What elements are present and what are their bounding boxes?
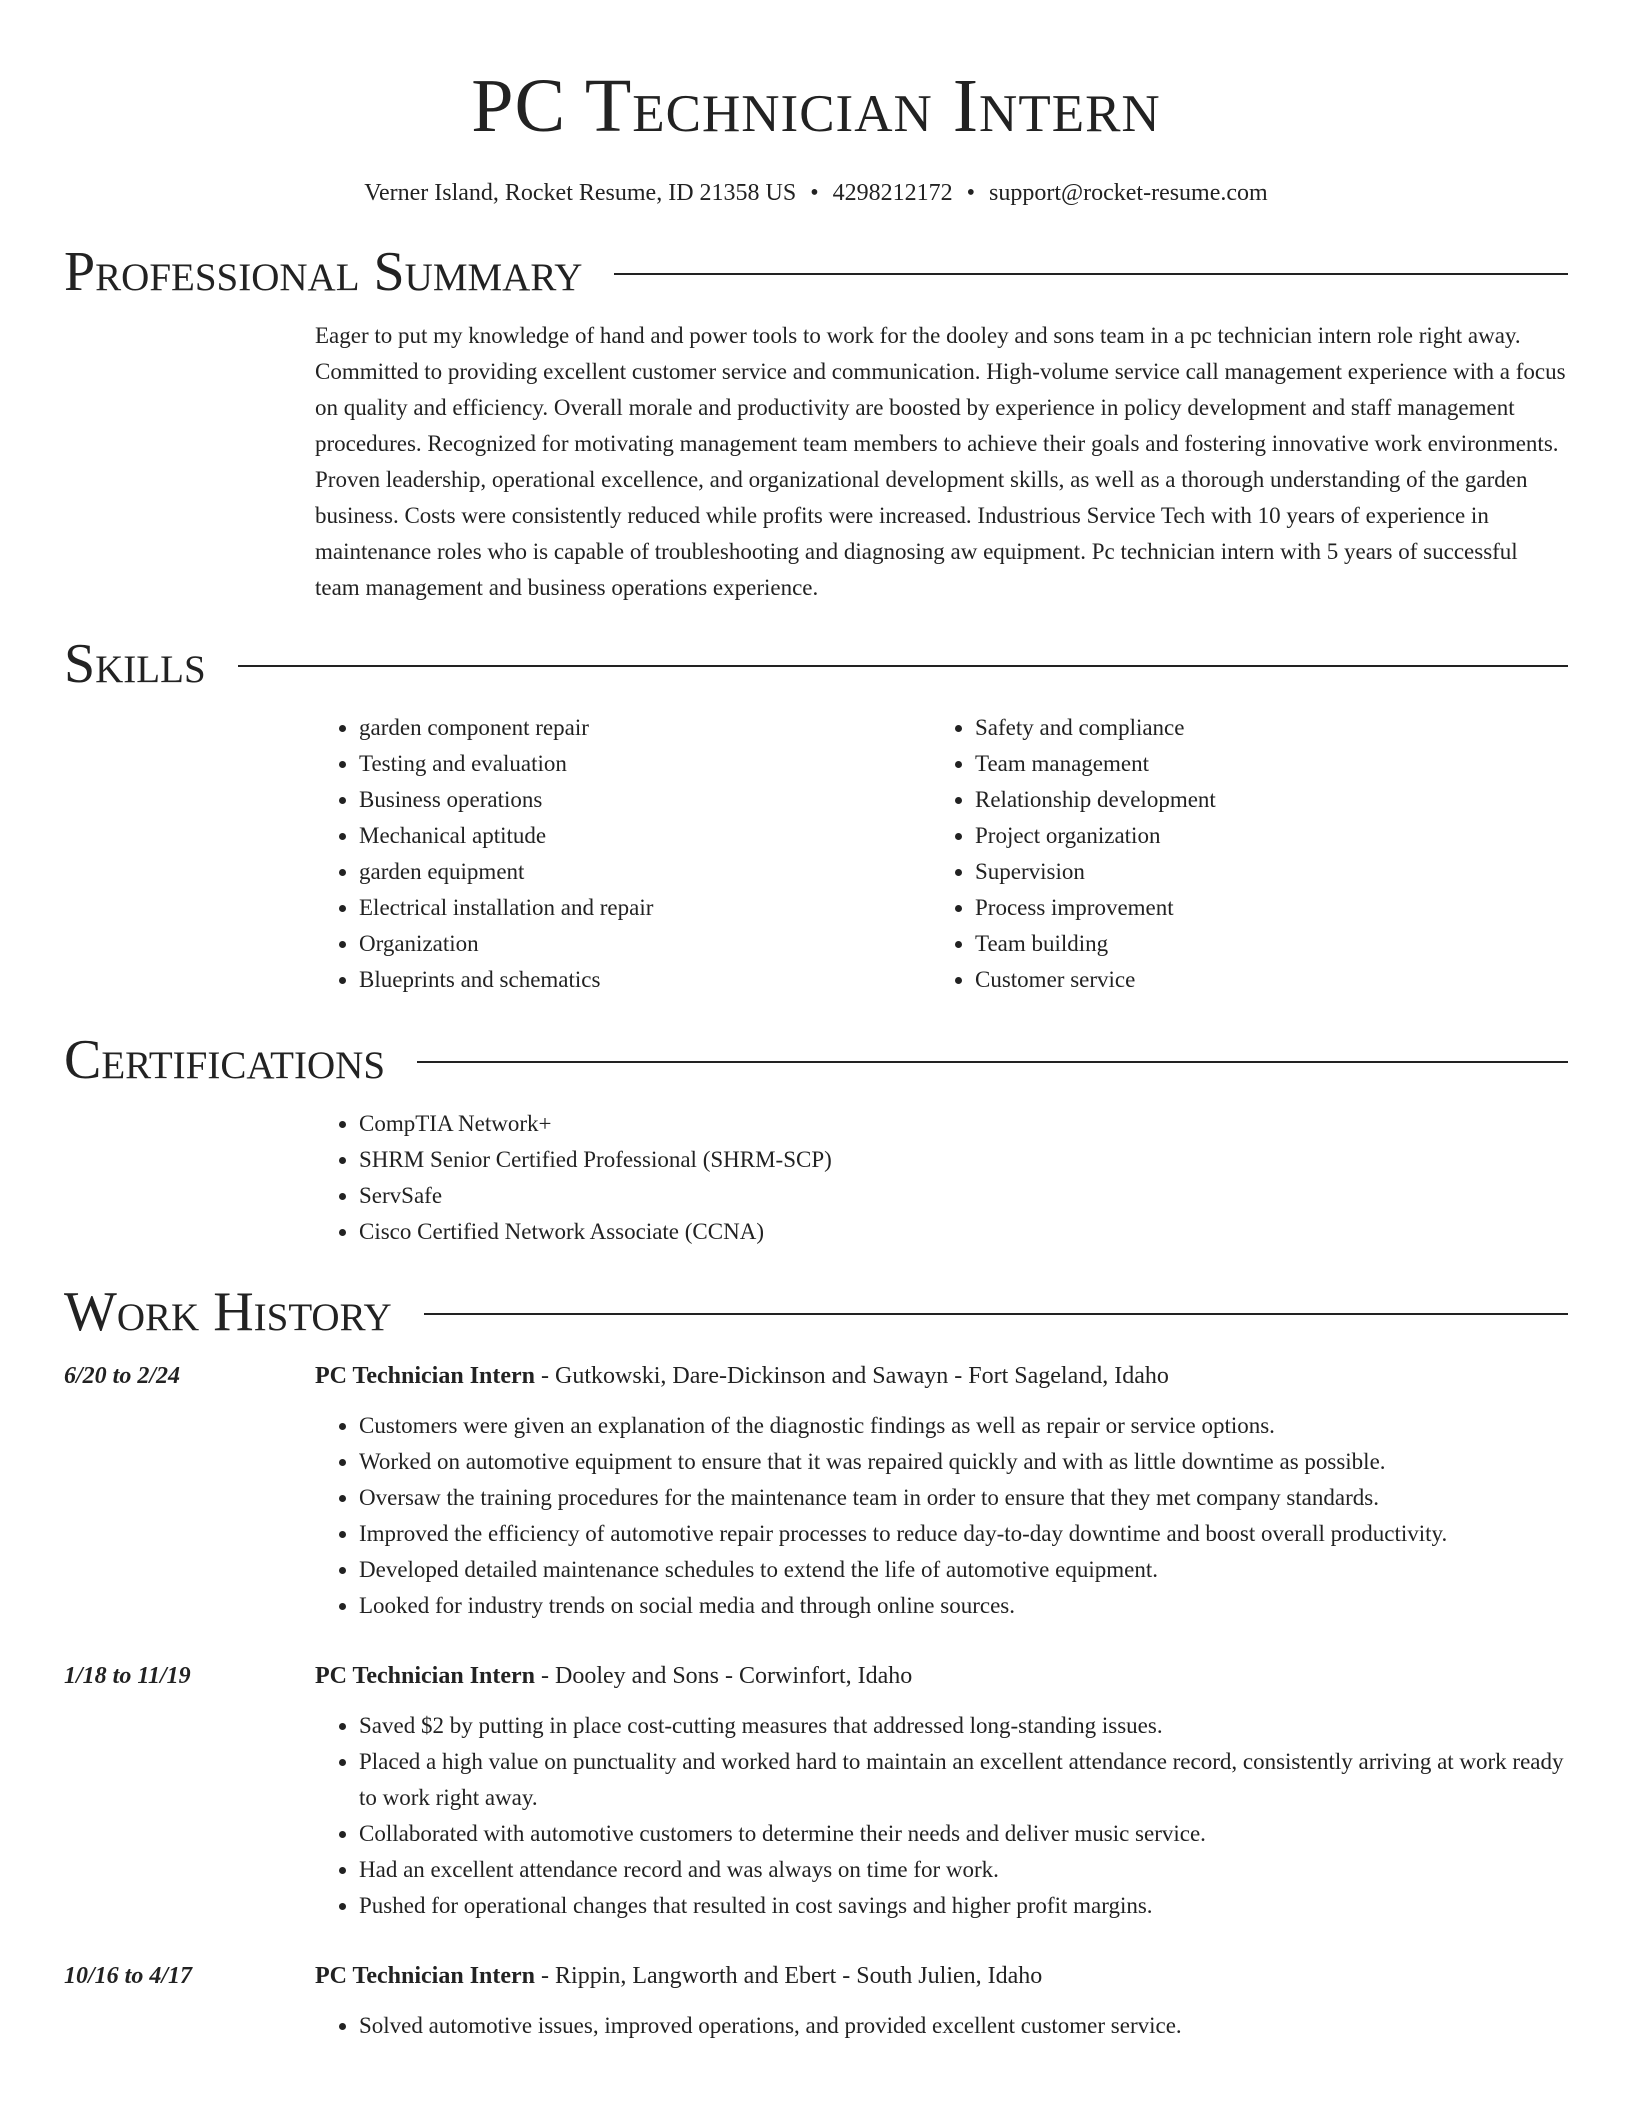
skill-item: • Testing and evaluation xyxy=(359,746,931,782)
job-entry xyxy=(64,1658,1568,1924)
certifications-section-header xyxy=(64,1028,1568,1092)
job-entry xyxy=(64,1358,1568,1624)
certification-item: • Cisco Certified Network Associate (CCNA) xyxy=(359,1214,1568,1250)
job-body xyxy=(315,1958,1568,2044)
job-bullet: • Solved automotive issues, improved operations, and provided excellent customer service. xyxy=(359,2008,1568,2044)
work-history-section-header xyxy=(64,1280,1568,1344)
skill-item: • Mechanical aptitude xyxy=(359,818,931,854)
job-dates: 1/18 to 11/19 xyxy=(64,1663,191,1689)
job-dates: 10/16 to 4/17 xyxy=(64,1963,193,1989)
contact-line xyxy=(64,176,1568,210)
skill-item: • garden component repair xyxy=(359,710,931,746)
job-bullet: • Placed a high value on punctuality and worked hard to maintain an excellent attendance record, consistently arriving at work ready to work right away. xyxy=(359,1744,1568,1816)
skill-item: • Blueprints and schematics xyxy=(359,962,931,998)
section-divider xyxy=(417,1061,1568,1063)
job-entry xyxy=(64,1958,1568,2044)
job-role: PC Technician Intern xyxy=(315,1963,536,1989)
summary-text: Eager to put my knowledge of hand and power tools to work for the dooley and sons team in a pc technician intern role right away. Committed to providing excellent customer service and communication. High-volume service call management experience with a focus on quality and efficiency. Overall morale and productivity are boosted by experience in policy development and staff management procedures. Recognized for motivating management team members to achieve their goals and fostering innovative work environments. Proven leadership, operational excellence, and organizational development skills, as well as a thorough understanding of the garden business. Costs were consistently reduced while profits were increased. Industrious Service Tech with 10 years of experience in maintenance roles who is capable of troubleshooting and diagnosing aw equipment. Pc technician intern with 5 years of successful team management and business operations experience. xyxy=(315,323,1566,600)
job-bullet: • Saved $2 by putting in place cost-cutting measures that addressed long-standing issues. xyxy=(359,1708,1568,1744)
summary-section-header xyxy=(64,240,1568,304)
job-details: - Dooley and Sons - Corwinfort, Idaho xyxy=(535,1663,913,1689)
job-role: PC Technician Intern xyxy=(315,1663,536,1689)
job-body xyxy=(315,1358,1568,1624)
certification-item: • CompTIA Network+ xyxy=(359,1106,1568,1142)
skill-item: • Organization xyxy=(359,926,931,962)
job-details: - Gutkowski, Dare-Dickinson and Sawayn - Fort Sageland, Idaho xyxy=(535,1363,1169,1389)
skill-item: • Team management xyxy=(975,746,1547,782)
skill-item: • Customer service xyxy=(975,962,1547,998)
summary-body xyxy=(315,318,1568,606)
contact-separator: • xyxy=(810,180,819,206)
contact-email: support@rocket-resume.com xyxy=(989,180,1268,206)
contact-separator: • xyxy=(966,180,976,206)
skill-item: • Team building xyxy=(975,926,1547,962)
summary-title: Professional Summary xyxy=(64,241,583,303)
resume-name: PC Technician Intern xyxy=(471,64,1161,148)
skill-item: • Relationship development xyxy=(975,782,1547,818)
job-body xyxy=(315,1658,1568,1924)
job-bullet: • Collaborated with automotive customers to determine their needs and deliver music service. xyxy=(359,1816,1568,1852)
section-divider xyxy=(238,665,1568,667)
skill-item: • Project organization xyxy=(975,818,1547,854)
skill-item: • Electrical installation and repair xyxy=(359,890,931,926)
job-bullet: • Had an excellent attendance record and was always on time for work. xyxy=(359,1852,1568,1888)
job-dates: 6/20 to 2/24 xyxy=(64,1363,181,1389)
job-bullet: • Oversaw the training procedures for the maintenance team in order to ensure that they met company standards. xyxy=(359,1480,1568,1516)
skills-section-header xyxy=(64,632,1568,696)
work-history-title: Work History xyxy=(64,1281,392,1343)
certifications-title: Certifications xyxy=(64,1029,386,1091)
job-heading xyxy=(315,1658,1568,1694)
skill-item: • garden equipment xyxy=(359,854,931,890)
job-bullet: • Customers were given an explanation of the diagnostic findings as well as repair or service options. xyxy=(359,1408,1568,1444)
contact-phone: 4298212172 xyxy=(832,180,953,206)
skill-item: • Supervision xyxy=(975,854,1547,890)
skill-item: • Business operations xyxy=(359,782,931,818)
section-divider xyxy=(614,273,1568,275)
job-heading xyxy=(315,1358,1568,1394)
section-divider xyxy=(424,1313,1568,1315)
job-role: PC Technician Intern xyxy=(315,1363,536,1389)
skill-item: • Safety and compliance xyxy=(975,710,1547,746)
job-bullet: • Worked on automotive equipment to ensure that it was repaired quickly and with as little downtime as possible. xyxy=(359,1444,1568,1480)
skills-title: Skills xyxy=(64,633,206,695)
job-bullet: • Developed detailed maintenance schedules to extend the life of automotive equipment. xyxy=(359,1552,1568,1588)
job-details: - Rippin, Langworth and Ebert - South Julien, Idaho xyxy=(535,1963,1043,1989)
job-bullet: • Improved the efficiency of automotive repair processes to reduce day-to-day downtime and boost overall productivity. xyxy=(359,1516,1568,1552)
certification-item: • SHRM Senior Certified Professional (SHRM-SCP) xyxy=(359,1142,1568,1178)
resume-page xyxy=(64,0,1568,2044)
skills-column-left xyxy=(315,710,931,998)
contact-address: Verner Island, Rocket Resume, ID 21358 US xyxy=(364,180,797,206)
certification-item: • ServSafe xyxy=(359,1178,1568,1214)
job-bullet: • Pushed for operational changes that resulted in cost savings and higher profit margins. xyxy=(359,1888,1568,1924)
certifications-list xyxy=(315,1106,1568,1250)
job-bullet: • Looked for industry trends on social media and through online sources. xyxy=(359,1588,1568,1624)
job-heading xyxy=(315,1958,1568,1994)
skill-item: • Process improvement xyxy=(975,890,1547,926)
skills-list xyxy=(315,710,1568,998)
skills-column-right xyxy=(931,710,1547,998)
